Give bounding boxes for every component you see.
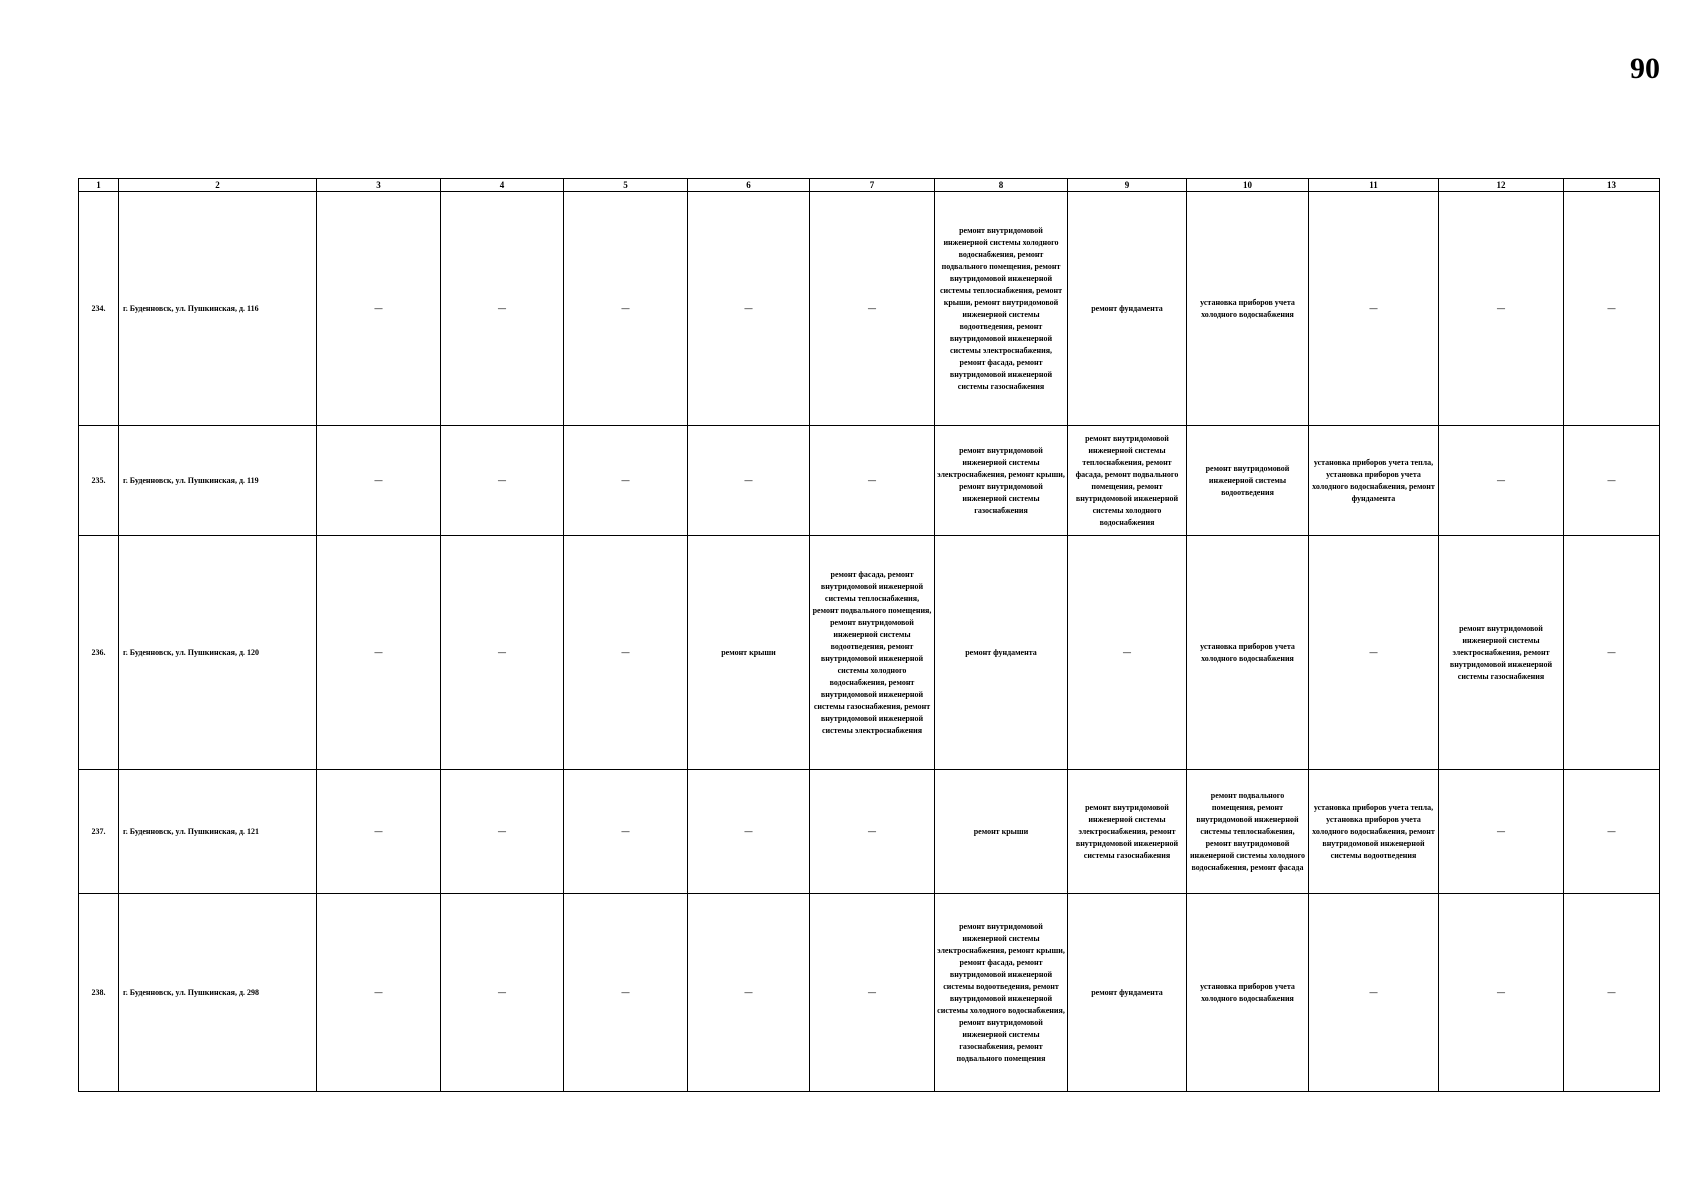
empty-dash-cell: — bbox=[1439, 192, 1564, 426]
column-number: 9 bbox=[1068, 179, 1187, 192]
column-number: 4 bbox=[441, 179, 564, 192]
empty-dash-cell: — bbox=[564, 426, 688, 536]
empty-dash-cell: — bbox=[1309, 536, 1439, 770]
empty-dash-cell: — bbox=[317, 192, 441, 426]
address-cell: г. Буденновск, ул. Пушкинская, д. 121 bbox=[119, 770, 317, 894]
work-description-cell: ремонт фундамента bbox=[1068, 894, 1187, 1092]
empty-dash-cell: — bbox=[441, 770, 564, 894]
work-description-cell: ремонт внутридомовой инженерной системы теплоснабжения, ремонт фасада, ремонт подвального помещения, ремонт внутридомовой инженерной системы холодного водоснабжения bbox=[1068, 426, 1187, 536]
empty-dash-cell: — bbox=[688, 192, 810, 426]
address-cell: г. Буденновск, ул. Пушкинская, д. 298 bbox=[119, 894, 317, 1092]
work-description-cell: ремонт внутридомовой инженерной системы водоотведения bbox=[1187, 426, 1309, 536]
table-row bbox=[79, 192, 1660, 426]
column-number: 5 bbox=[564, 179, 688, 192]
empty-dash-cell: — bbox=[1068, 536, 1187, 770]
row-number-cell: 238. bbox=[79, 894, 119, 1092]
empty-dash-cell: — bbox=[564, 894, 688, 1092]
work-description-cell: установка приборов учета холодного водоснабжения bbox=[1187, 192, 1309, 426]
empty-dash-cell: — bbox=[1439, 426, 1564, 536]
empty-dash-cell: — bbox=[441, 894, 564, 1092]
empty-dash-cell: — bbox=[317, 770, 441, 894]
empty-dash-cell: — bbox=[688, 894, 810, 1092]
column-number: 11 bbox=[1309, 179, 1439, 192]
column-number: 1 bbox=[79, 179, 119, 192]
address-cell: г. Буденновск, ул. Пушкинская, д. 119 bbox=[119, 426, 317, 536]
row-number-cell: 236. bbox=[79, 536, 119, 770]
table-row bbox=[79, 426, 1660, 536]
empty-dash-cell: — bbox=[564, 770, 688, 894]
empty-dash-cell: — bbox=[1439, 770, 1564, 894]
work-description-cell: ремонт внутридомовой инженерной системы электроснабжения, ремонт крыши, ремонт внутридомовой инженерной системы газоснабжения bbox=[935, 426, 1068, 536]
work-description-cell: установка приборов учета холодного водоснабжения bbox=[1187, 894, 1309, 1092]
row-number-cell: 234. bbox=[79, 192, 119, 426]
row-number-cell: 235. bbox=[79, 426, 119, 536]
work-description-cell: ремонт внутридомовой инженерной системы электроснабжения, ремонт внутридомовой инженерной системы газоснабжения bbox=[1068, 770, 1187, 894]
row-number-cell: 237. bbox=[79, 770, 119, 894]
empty-dash-cell: — bbox=[317, 894, 441, 1092]
empty-dash-cell: — bbox=[688, 770, 810, 894]
table-row bbox=[79, 894, 1660, 1092]
column-number-row bbox=[79, 179, 1660, 192]
column-number: 12 bbox=[1439, 179, 1564, 192]
table-row bbox=[79, 536, 1660, 770]
work-description-cell: ремонт фасада, ремонт внутридомовой инженерной системы теплоснабжения, ремонт подвального помещения, ремонт внутридомовой инженерной системы водоотведения, ремонт внутридомовой инженерной системы холодного водоснабжения, ремонт внутридомовой инженерной системы газоснабжения, ремонт внутридомовой инженерной системы электроснабжения bbox=[810, 536, 935, 770]
column-number: 6 bbox=[688, 179, 810, 192]
empty-dash-cell: — bbox=[1564, 894, 1660, 1092]
work-description-cell: ремонт внутридомовой инженерной системы электроснабжения, ремонт внутридомовой инженерной системы газоснабжения bbox=[1439, 536, 1564, 770]
repair-plan-table bbox=[78, 178, 1660, 1092]
empty-dash-cell: — bbox=[441, 426, 564, 536]
work-description-cell: установка приборов учета тепла, установка приборов учета холодного водоснабжения, ремонт внутридомовой инженерной системы водоотведения bbox=[1309, 770, 1439, 894]
empty-dash-cell: — bbox=[441, 192, 564, 426]
empty-dash-cell: — bbox=[317, 536, 441, 770]
empty-dash-cell: — bbox=[1564, 536, 1660, 770]
column-number: 2 bbox=[119, 179, 317, 192]
column-number: 3 bbox=[317, 179, 441, 192]
work-description-cell: ремонт внутридомовой инженерной системы электроснабжения, ремонт крыши, ремонт фасада, ремонт внутридомовой инженерной системы водоотведения, ремонт внутридомовой инженерной системы холодного водоснабжения, ремонт внутридомовой инженерной системы газоснабжения, ремонт подвального помещения bbox=[935, 894, 1068, 1092]
work-description-cell: ремонт подвального помещения, ремонт внутридомовой инженерной системы теплоснабжения, ремонт внутридомовой инженерной системы холодного водоснабжения, ремонт фасада bbox=[1187, 770, 1309, 894]
table-row bbox=[79, 770, 1660, 894]
empty-dash-cell: — bbox=[1309, 894, 1439, 1092]
empty-dash-cell: — bbox=[1564, 426, 1660, 536]
column-number: 7 bbox=[810, 179, 935, 192]
empty-dash-cell: — bbox=[1439, 894, 1564, 1092]
empty-dash-cell: — bbox=[441, 536, 564, 770]
empty-dash-cell: — bbox=[564, 536, 688, 770]
empty-dash-cell: — bbox=[1564, 192, 1660, 426]
empty-dash-cell: — bbox=[810, 770, 935, 894]
work-description-cell: ремонт фундамента bbox=[1068, 192, 1187, 426]
work-description-cell: ремонт фундамента bbox=[935, 536, 1068, 770]
empty-dash-cell: — bbox=[1309, 192, 1439, 426]
empty-dash-cell: — bbox=[688, 426, 810, 536]
empty-dash-cell: — bbox=[810, 192, 935, 426]
empty-dash-cell: — bbox=[317, 426, 441, 536]
work-description-cell: ремонт крыши bbox=[688, 536, 810, 770]
empty-dash-cell: — bbox=[810, 426, 935, 536]
page-number: 90 bbox=[1630, 52, 1660, 85]
column-number: 8 bbox=[935, 179, 1068, 192]
address-cell: г. Буденновск, ул. Пушкинская, д. 116 bbox=[119, 192, 317, 426]
work-description-cell: установка приборов учета тепла, установка приборов учета холодного водоснабжения, ремонт фундамента bbox=[1309, 426, 1439, 536]
empty-dash-cell: — bbox=[1564, 770, 1660, 894]
empty-dash-cell: — bbox=[564, 192, 688, 426]
column-number: 10 bbox=[1187, 179, 1309, 192]
work-description-cell: ремонт крыши bbox=[935, 770, 1068, 894]
work-description-cell: ремонт внутридомовой инженерной системы холодного водоснабжения, ремонт подвального помещения, ремонт внутридомовой инженерной системы теплоснабжения, ремонт крыши, ремонт внутридомовой инженерной системы водоотведения, ремонт внутридомовой инженерной системы электроснабжения, ремонт фасада, ремонт внутридомовой инженерной системы газоснабжения bbox=[935, 192, 1068, 426]
address-cell: г. Буденновск, ул. Пушкинская, д. 120 bbox=[119, 536, 317, 770]
empty-dash-cell: — bbox=[810, 894, 935, 1092]
column-number: 13 bbox=[1564, 179, 1660, 192]
work-description-cell: установка приборов учета холодного водоснабжения bbox=[1187, 536, 1309, 770]
